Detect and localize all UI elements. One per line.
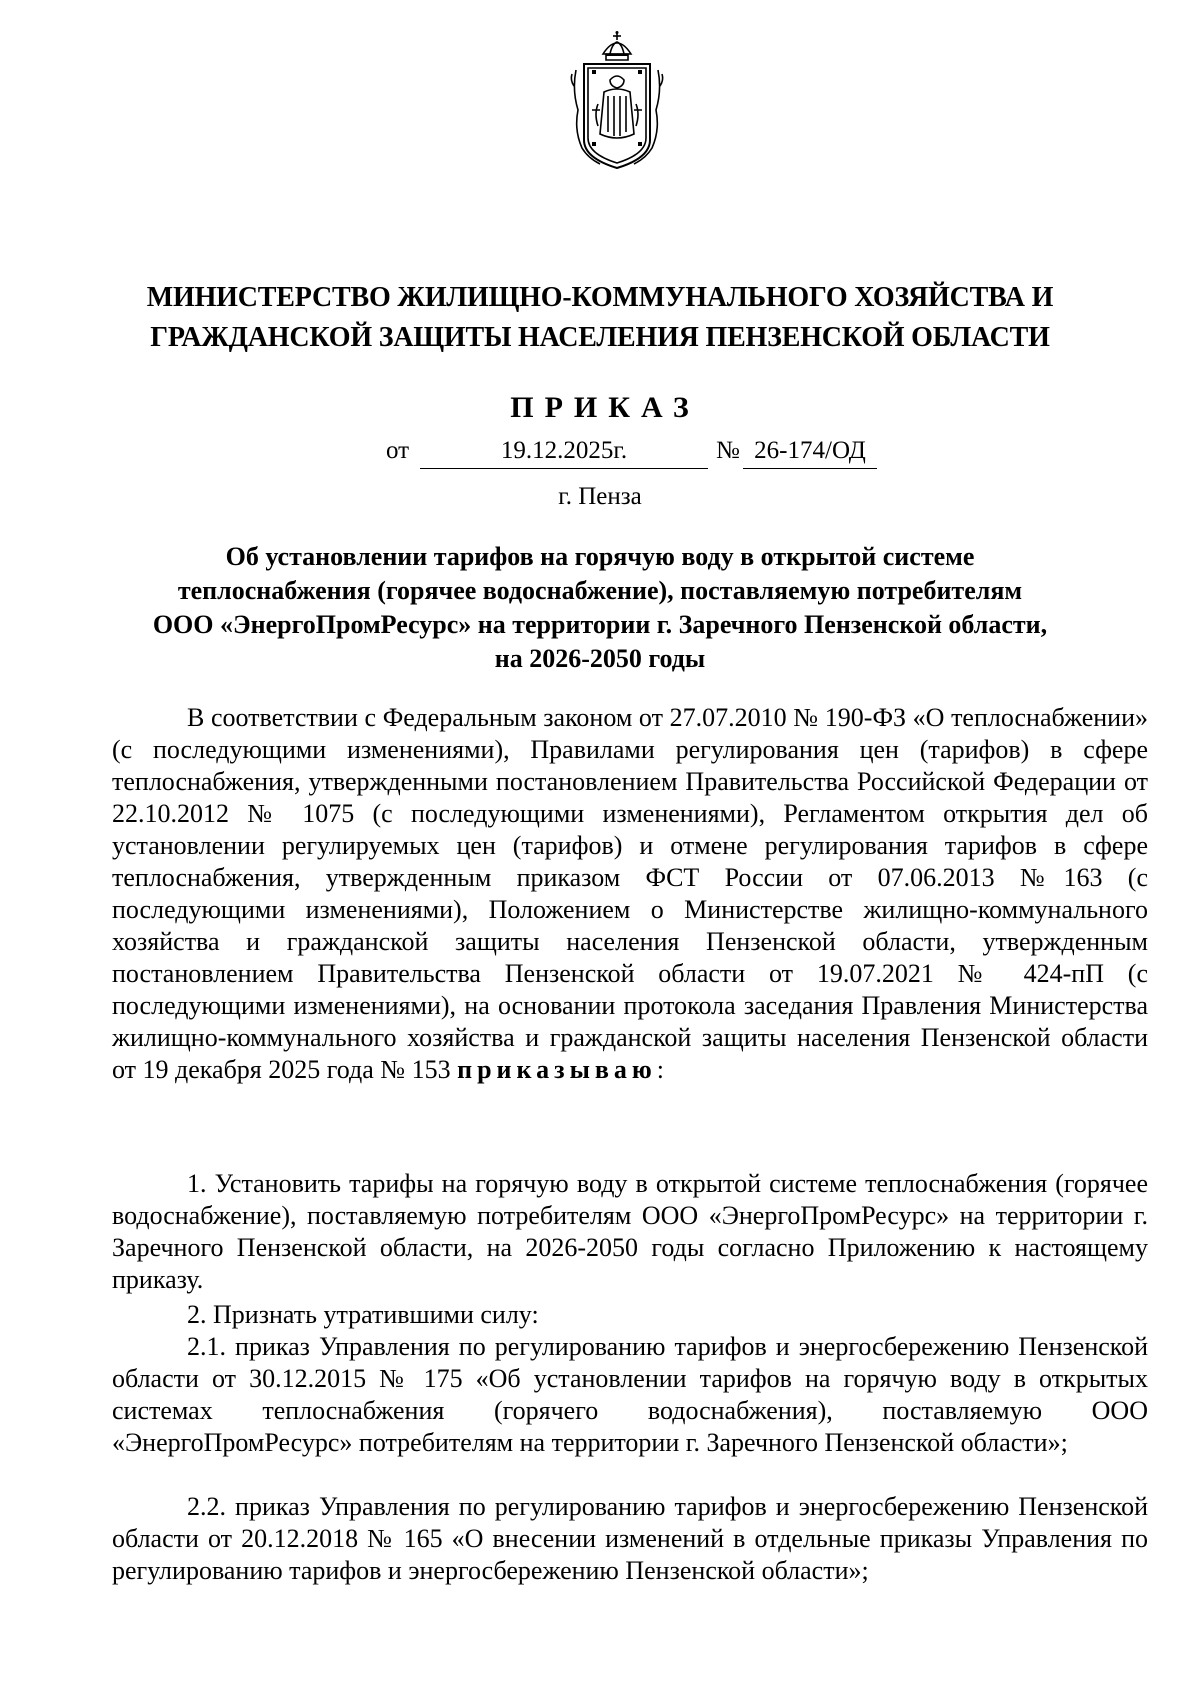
order-subject-line4: на 2026-2050 годы: [494, 644, 706, 673]
item-2-2-paragraph: [112, 1491, 1148, 1587]
ministry-heading-line2: ГРАЖДАНСКОЙ ЗАЩИТЫ НАСЕЛЕНИЯ ПЕНЗЕНСКОЙ ОБЛАСТИ: [150, 322, 1050, 353]
preamble-text: В соответствии с Федеральным законом от 27.07.2010 № 190-ФЗ «О теплоснабжении» (с последующими изменениями), Правилами регулирования цен (тарифов) в сфере теплоснабжения, утвержденными постановлением Правительства Российской Федерации от 22.10.2012 № 1075 (с последующими изменениями), Регламентом открытия дел об установлении регулируемых цен (тарифов) и отмене регулирования тарифов в сфере теплоснабжения, утвержденным приказом ФСТ России от 07.06.2013 №163 (с последующими изменениями), Положением о Министерстве жилищно-коммунального хозяйства и гражданской защиты населения Пензенской области, утвержденным постановлением Правительства Пензенской области от 19.07.2021 № 424-пП (с последующими изменениями), на основании протокола заседания Правления Министерства жилищно-коммунального хозяйства и гражданской защиты населения Пензенской области от 19 декабря 2025 года № 153: [112, 703, 1148, 1084]
date-prefix: от: [386, 437, 410, 464]
ministry-heading: [80, 278, 1120, 358]
date-number-line: [0, 437, 1200, 471]
preamble-paragraph: [112, 702, 1148, 1086]
item-1-paragraph: [112, 1168, 1148, 1296]
item-2-1-text: 2.1. приказ Управления по регулированию тарифов и энергосбережению Пензенской области от 30.12.2015 № 175 «Об установлении тарифов на горячую воду в открытых системах теплоснабжения (горячего водоснабжения), поставляемую ООО «ЭнергоПромРесурс» потребителям на территории г. Заречного Пензенской области»;: [112, 1332, 1148, 1457]
order-title: ПРИКАЗ: [510, 391, 700, 424]
order-date: 19.12.2025г.: [420, 437, 708, 469]
city: г. Пенза: [558, 483, 642, 510]
order-verb: приказываю: [457, 1055, 657, 1084]
item-2-paragraph: [112, 1299, 1148, 1331]
number-sign: №: [716, 437, 740, 464]
item-2-text: 2. Признать утратившими силу:: [187, 1300, 539, 1329]
item-2-1-paragraph: [112, 1331, 1148, 1459]
ministry-heading-line1: МИНИСТЕРСТВО ЖИЛИЩНО-КОММУНАЛЬНОГО ХОЗЯЙСТВА И: [146, 282, 1054, 313]
item-2-2-text: 2.2. приказ Управления по регулированию тарифов и энергосбережению Пензенской области от 20.12.2018 № 165 «О внесении изменений в отдельные приказы Управления по регулированию тарифов и энергосбережению Пензенской области»;: [112, 1492, 1148, 1585]
order-subject-line3: ООО «ЭнергоПромРесурс» на территории г. Заречного Пензенской области,: [152, 610, 1048, 639]
order-number: 26-174/ОД: [743, 437, 877, 469]
order-subject: [140, 540, 1060, 676]
order-subject-line2: теплоснабжения (горячее водоснабжение), поставляемую потребителям: [177, 576, 1023, 605]
item-1-text: 1. Установить тарифы на горячую воду в открытой системе теплоснабжения (горячее водоснабжение), поставляемую потребителям ООО «ЭнергоПромРесурс» на территории г. Заречного Пензенской области, на 2026-2050 годы согласно Приложению к настоящему приказу.: [112, 1169, 1148, 1294]
order-subject-line1: Об установлении тарифов на горячую воду в открытой системе: [225, 542, 975, 571]
penza-region-coat-of-arms-icon: [568, 30, 666, 175]
order-colon: :: [656, 1055, 665, 1084]
